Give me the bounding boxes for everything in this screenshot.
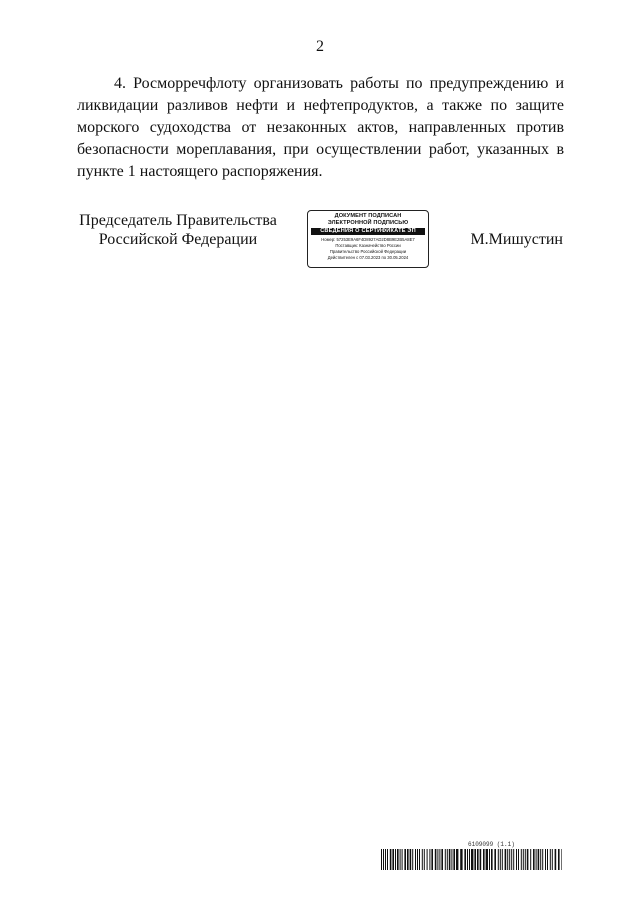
stamp-certificate-number: Номер: 57253E9A6F4D8927AD2D8B9E2B5A8E7	[321, 237, 415, 242]
signer-name: М.Мишустин	[470, 231, 563, 248]
signer-position	[78, 211, 278, 249]
signer-position-line2: Российской Федерации	[98, 231, 258, 248]
page-number: 2	[316, 38, 324, 55]
paragraph-item-4: 4. Росморречфлоту организовать работы по предупреждению и ликвидации разливов нефти и нефтепродуктов, а также по защите морского судоходства от незаконных актов, направленных против безопасности мореплавания, при осуществлении работ, указанных в пункте 1 настоящего распоряжения.	[77, 75, 564, 180]
signer-position-line1: Председатель Правительства	[79, 212, 277, 229]
stamp-certificate-owner: Правительство Российской Федерации	[329, 249, 407, 254]
stamp-title-line2: ЭЛЕКТРОННОЙ ПОДПИСЬЮ	[327, 220, 409, 226]
stamp-certificate-bar: СВЕДЕНИЯ О СЕРТИФИКАТЕ ЭП	[311, 228, 425, 235]
stamp-certificate-validity: Действителен с 07.03.2023 по 30.05.2024	[327, 255, 409, 260]
barcode-label: 6109099 (1.1)	[468, 841, 515, 848]
stamp-title	[308, 213, 428, 227]
stamp-title-line1: ДОКУМЕНТ ПОДПИСАН	[334, 213, 402, 219]
electronic-signature-stamp	[307, 210, 429, 268]
barcode	[381, 849, 562, 870]
stamp-certificate-issuer: Поставщик: Казначейство России	[335, 243, 401, 248]
